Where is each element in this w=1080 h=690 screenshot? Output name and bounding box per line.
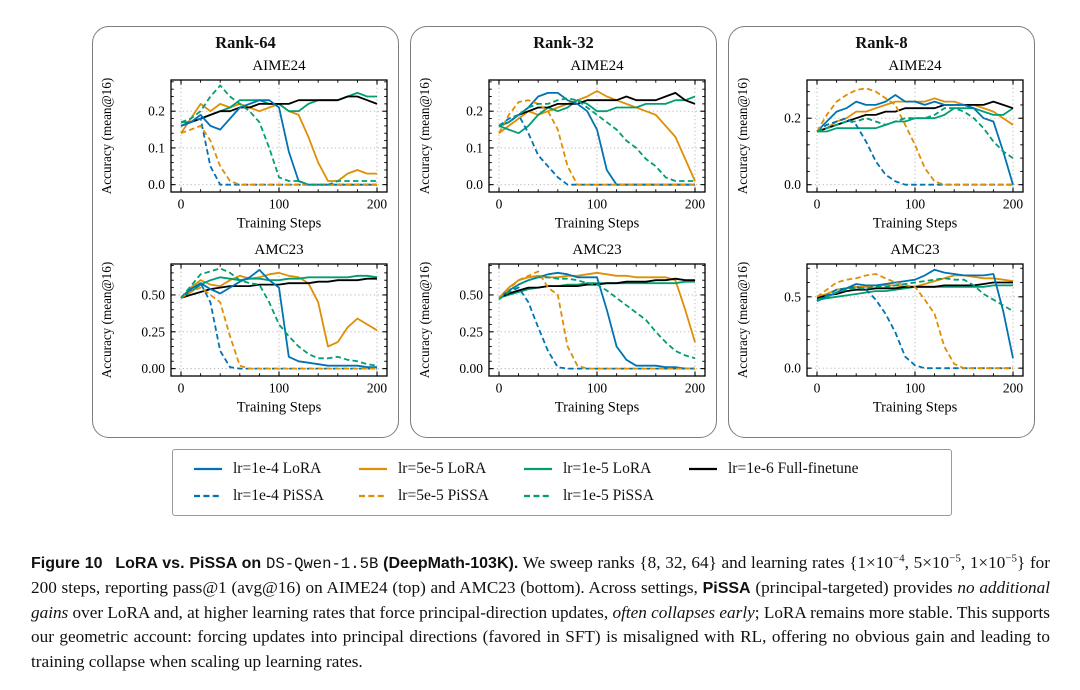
- subplot-rank-64-amc23: [97, 238, 395, 422]
- legend-line-sample: [358, 463, 388, 475]
- y-axis-label: Accuracy (mean@16): [98, 77, 114, 195]
- y-tick-label: 0.50: [140, 287, 165, 303]
- y-tick-label: 0.1: [147, 140, 165, 156]
- legend-item: [523, 487, 654, 505]
- legend-line-sample: [193, 490, 223, 502]
- x-axis-label: Training Steps: [872, 215, 957, 232]
- legend-label: lr=1e-5 PiSSA: [563, 487, 654, 504]
- y-tick-label: 0.1: [465, 140, 483, 156]
- x-axis-label: Training Steps: [236, 215, 321, 232]
- x-tick-label: 200: [1002, 380, 1023, 396]
- legend-label: lr=1e-6 Full-finetune: [728, 460, 859, 477]
- caption-segment-r: , 5×10: [904, 553, 950, 573]
- x-tick-label: 0: [495, 380, 502, 396]
- x-tick-label: 200: [1002, 196, 1023, 212]
- subplot-rank-32-amc23: [415, 238, 713, 422]
- panel-title: Rank-64: [215, 33, 276, 52]
- series-line: [817, 98, 1013, 131]
- caption-segment-b: PiSSA: [702, 579, 751, 597]
- subplot-rank-64-aime24: [97, 54, 395, 238]
- y-tick-label: 0.00: [140, 361, 165, 377]
- y-tick-label: 0.0: [465, 177, 483, 193]
- panel-rank-32: [410, 26, 717, 438]
- y-axis-label: Accuracy (mean@16): [416, 261, 432, 379]
- caption-segment-sup: −4: [892, 552, 905, 565]
- panel-title: Rank-8: [855, 33, 908, 52]
- y-axis-label: Accuracy (mean@16): [734, 261, 750, 379]
- caption-segment-i: often collapses early: [612, 602, 755, 622]
- caption-segment-b: (DeepMath-103K).: [378, 555, 519, 573]
- x-tick-label: 0: [813, 380, 820, 396]
- subplot-rank-8-aime24: [733, 54, 1031, 238]
- x-axis-label: Training Steps: [554, 215, 639, 232]
- caption-segment-r: , 1×10: [960, 553, 1006, 573]
- subplot-rank-32-aime24: [415, 54, 713, 238]
- legend-item: [358, 487, 489, 505]
- caption-segment-i: no additional gains: [31, 577, 1050, 622]
- y-tick-label: 0.2: [147, 103, 165, 119]
- legend-label: lr=1e-5 LoRA: [563, 460, 652, 477]
- legend-label: lr=1e-4 LoRA: [233, 460, 322, 477]
- caption-segment-b: Figure 10 LoRA vs. PiSSA on: [31, 555, 267, 573]
- panels-row: [92, 26, 1035, 438]
- panel-rank-64: [92, 26, 399, 438]
- subplot-rank-8-amc23: [733, 238, 1031, 422]
- y-tick-label: 0.50: [458, 287, 483, 303]
- y-tick-label: 0.00: [458, 361, 483, 377]
- legend-item: [193, 487, 324, 505]
- caption-segment-tt: DS-Qwen-1.5B: [266, 555, 379, 574]
- x-tick-label: 200: [366, 196, 387, 212]
- x-axis-label: Training Steps: [236, 399, 321, 416]
- x-tick-label: 0: [495, 196, 502, 212]
- x-tick-label: 100: [904, 380, 925, 396]
- legend-line-sample: [523, 490, 553, 502]
- x-tick-label: 200: [684, 380, 705, 396]
- y-axis-label: Accuracy (mean@16): [98, 261, 114, 379]
- x-tick-label: 100: [586, 380, 607, 396]
- figure-caption: [31, 551, 1050, 674]
- caption-segment-r: (principal-targeted) provides: [750, 577, 958, 597]
- y-tick-label: 0.0: [783, 177, 801, 193]
- x-tick-label: 200: [684, 196, 705, 212]
- plot-legend: [172, 449, 952, 516]
- legend-item: [688, 460, 859, 478]
- legend-label: lr=5e-5 LoRA: [398, 460, 487, 477]
- subplot-title: AMC23: [571, 242, 622, 258]
- legend-item: [193, 460, 324, 478]
- series-line: [499, 93, 695, 126]
- y-axis-label: Accuracy (mean@16): [416, 77, 432, 195]
- y-tick-label: 0.2: [465, 103, 483, 119]
- caption-segment-r: We sweep ranks {8, 32, 64} and learning rates {1×10: [518, 553, 893, 573]
- subplot-title: AMC23: [253, 242, 304, 258]
- caption-segment-r: ; LoRA remains more stable. This supports our geometric account: forcing updates into principal directions (favored in SFT) is misaligned with RL, offering no obvious gain and leading to training collapse when scaling up learning rates.: [31, 602, 1050, 671]
- caption-segment-sup: −5: [949, 552, 961, 565]
- y-axis-label: Accuracy (mean@16): [734, 77, 750, 195]
- legend-item: [358, 460, 489, 478]
- x-axis-label: Training Steps: [554, 399, 639, 416]
- caption-segment-r: over LoRA and, at higher learning rates that force principal-direction updates,: [68, 602, 613, 622]
- x-tick-label: 100: [904, 196, 925, 212]
- x-tick-label: 200: [366, 380, 387, 396]
- panel-title: Rank-32: [533, 33, 594, 52]
- x-tick-label: 100: [268, 196, 289, 212]
- legend-item: [523, 460, 654, 478]
- legend-label: lr=5e-5 PiSSA: [398, 487, 489, 504]
- legend-label: lr=1e-4 PiSSA: [233, 487, 324, 504]
- y-tick-label: 0.25: [140, 324, 165, 340]
- y-tick-label: 0.0: [147, 177, 165, 193]
- y-tick-label: 0.25: [458, 324, 483, 340]
- panel-rank-8: [728, 26, 1035, 438]
- x-tick-label: 0: [177, 196, 184, 212]
- subplot-title: AMC23: [889, 242, 940, 258]
- x-axis-label: Training Steps: [872, 399, 957, 416]
- legend-line-sample: [688, 463, 718, 475]
- legend-line-sample: [358, 490, 388, 502]
- caption-segment-sup: −5: [1005, 552, 1018, 565]
- legend-line-sample: [523, 463, 553, 475]
- legend-grid: [193, 460, 951, 505]
- y-tick-label: 0.2: [783, 110, 801, 126]
- caption-segment-r: } for 200 steps, reporting pass@1 (avg@16) on AIME24 (top) and AMC23 (bottom). Across settings,: [31, 553, 1050, 597]
- series-line: [181, 268, 377, 365]
- subplot-title: AIME24: [887, 58, 942, 74]
- x-tick-label: 100: [268, 380, 289, 396]
- y-tick-label: 0.0: [783, 360, 801, 376]
- x-tick-label: 0: [177, 380, 184, 396]
- legend-line-sample: [193, 463, 223, 475]
- y-tick-label: 0.5: [783, 289, 801, 305]
- subplot-title: AIME24: [251, 58, 306, 74]
- subplot-title: AIME24: [569, 58, 624, 74]
- x-tick-label: 0: [813, 196, 820, 212]
- x-tick-label: 100: [586, 196, 607, 212]
